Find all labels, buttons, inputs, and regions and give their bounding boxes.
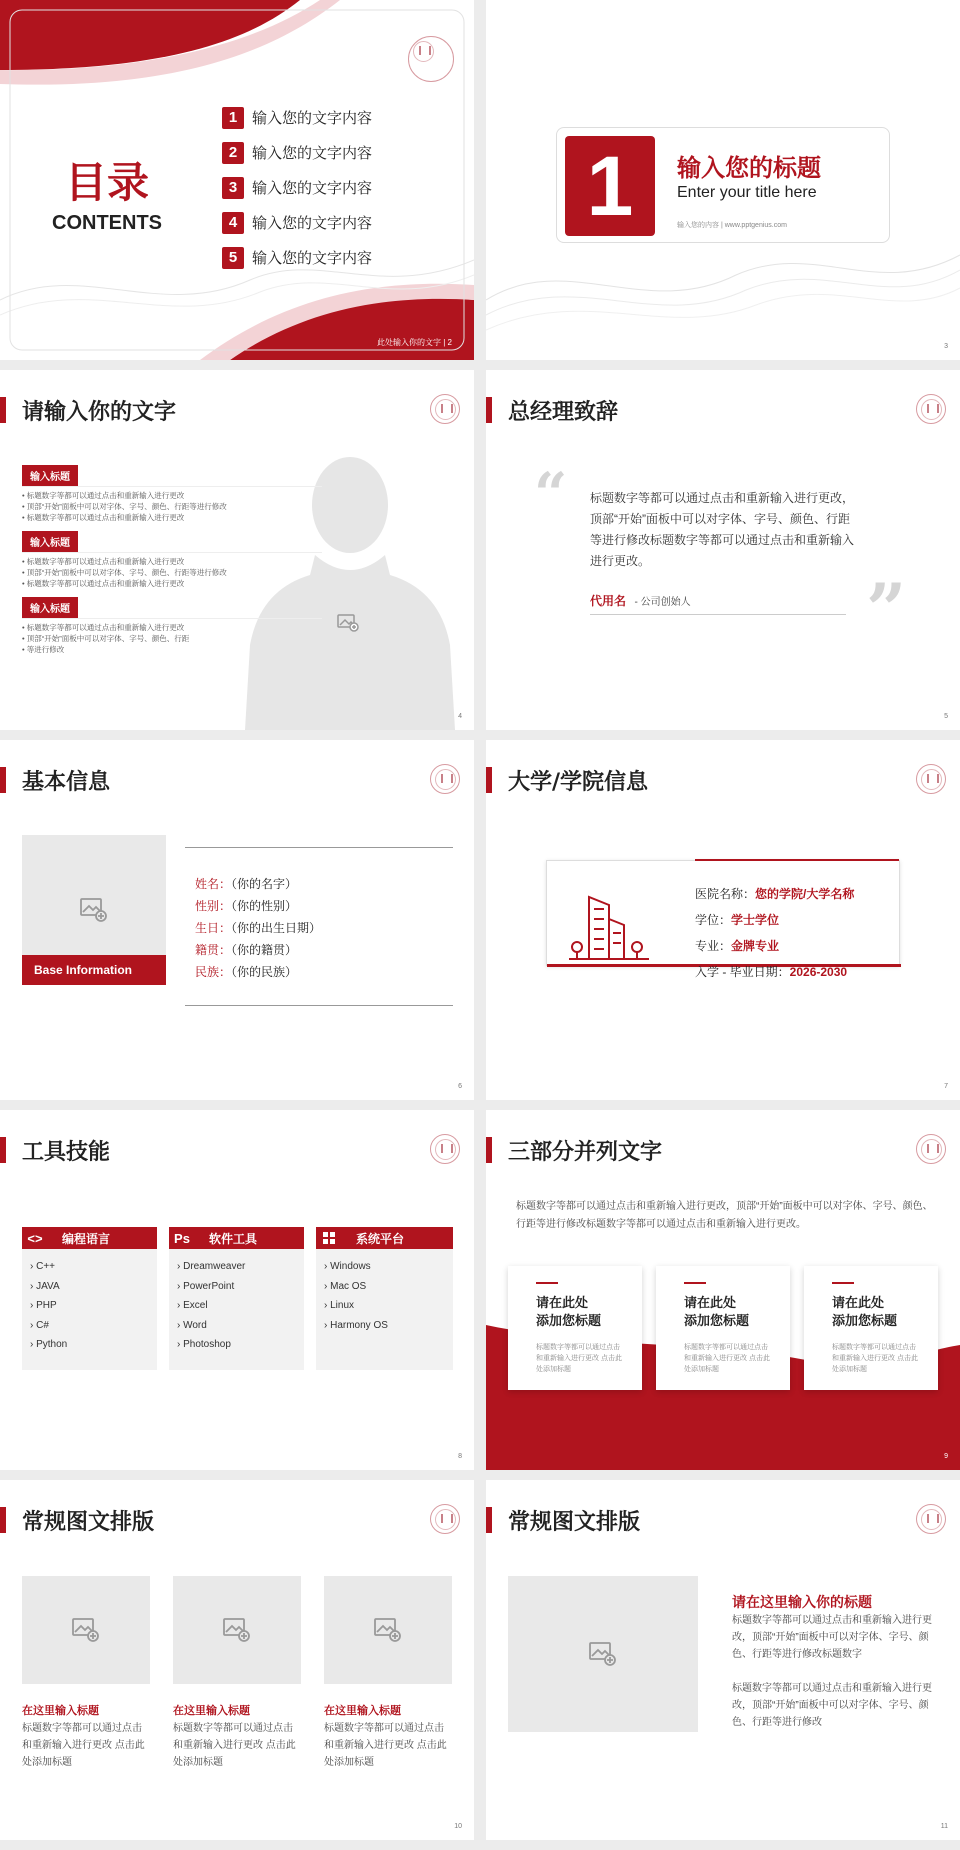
contents-item-label: 输入您的文字内容 (252, 145, 373, 162)
image-placeholder-icon (373, 1617, 403, 1643)
card-title-line: 添加您标题 (832, 1313, 898, 1328)
base-information-caption: Base Information (22, 955, 166, 985)
contents-number: 5 (222, 247, 244, 269)
photoshop-icon: Ps (174, 1230, 190, 1246)
contents-item[interactable] (222, 205, 372, 240)
skill-header-label: 系统平台 (356, 1231, 405, 1246)
skill-header-label: 编程语言 (62, 1231, 111, 1246)
section-title: 输入您的标题 (677, 154, 821, 182)
slide-title (0, 767, 110, 793)
image-text-item (22, 1702, 150, 1771)
signature-role: - 公司创始人 (634, 597, 691, 608)
detail-row (695, 959, 854, 985)
card-accent (832, 1282, 854, 1284)
contents-number: 3 (222, 177, 244, 199)
bullet-line: • 顶部“开始”面板中可以对字体、字号、颜色、行距 (22, 634, 190, 643)
skill-item: › JAVA (30, 1280, 60, 1292)
skill-item: › Mac OS (324, 1280, 367, 1292)
skill-item: › Windows (324, 1261, 371, 1272)
image-placeholder-icon (71, 1617, 101, 1643)
detail-row (695, 881, 854, 907)
bullet-line: • 标题数字等都可以通过点击和重新输入进行更改 (22, 513, 185, 522)
divider (185, 1005, 453, 1006)
contents-title (42, 150, 172, 235)
buildings-icon (569, 889, 649, 961)
contents-item-label: 输入您的文字内容 (252, 180, 373, 197)
card-body: 标题数字等都可以通过点击和重新输入进行更改 点击此处添加标题 (832, 1344, 918, 1373)
card-title-line: 添加您标题 (536, 1313, 602, 1328)
skill-header (22, 1227, 157, 1249)
section-subtitle: Enter your title here (677, 184, 817, 201)
skill-column (169, 1227, 304, 1370)
skill-item: › C++ (30, 1261, 56, 1272)
block-label: 输入标题 (22, 597, 78, 618)
content-paragraph: 标题数字等都可以通过点击和重新输入进行更改，顶部“开始”面板中可以对字体、字号、颜色、行距等进行修改标题数字 (732, 1615, 932, 1660)
part-card[interactable] (508, 1266, 642, 1390)
contents-title-en: CONTENTS (52, 212, 162, 234)
skill-column (22, 1227, 157, 1370)
page-number: 3 (944, 343, 948, 350)
contents-number: 4 (222, 212, 244, 234)
image-placeholder[interactable] (508, 1576, 698, 1732)
page-number: 5 (944, 713, 948, 720)
university-seal-icon (916, 1134, 946, 1164)
title-bar (0, 397, 6, 423)
skill-item: › Python (30, 1339, 68, 1350)
university-seal-icon (408, 36, 454, 82)
info-row (195, 873, 321, 895)
open-quote-icon: “ (534, 460, 568, 528)
contents-item-label: 输入您的文字内容 (252, 250, 373, 267)
contents-item[interactable] (222, 135, 372, 170)
skill-header (316, 1227, 453, 1249)
image-placeholder-icon (222, 1617, 252, 1643)
skill-item: › C# (30, 1319, 49, 1331)
page-number: 11 (940, 1823, 948, 1830)
bullet-line: • 等进行修改 (22, 645, 65, 654)
info-row (195, 961, 321, 983)
slide-title-text: 基本信息 (22, 769, 111, 795)
page-number: 4 (458, 713, 462, 720)
university-seal-icon (430, 1504, 460, 1534)
info-row (195, 917, 321, 939)
detail-key: 学位： (695, 913, 732, 927)
section-card (556, 127, 890, 243)
contents-footer: 此处输入你的文字 | 2 (377, 338, 452, 347)
slide-section-title[interactable] (486, 0, 960, 360)
title-bar (0, 1507, 6, 1533)
info-value: （你的名字） (231, 877, 298, 891)
card-accent (684, 1282, 706, 1284)
contents-number: 1 (222, 107, 244, 129)
slide-tools-skills[interactable] (0, 1110, 474, 1470)
slide-contents[interactable] (0, 0, 474, 360)
text-block (22, 465, 322, 523)
close-quote-icon: ” (866, 568, 907, 651)
text-blocks (22, 465, 322, 655)
detail-key: 入学 - 毕业日期： (695, 965, 790, 979)
title-bar (486, 397, 492, 423)
content-paragraph: 标题数字等都可以通过点击和重新输入进行更改，顶部“开始”面板中可以对字体、字号、颜色、行距等进行修改 (732, 1683, 932, 1728)
card-title (684, 1294, 749, 1330)
contents-item[interactable] (222, 100, 372, 135)
title-bar (486, 1507, 492, 1533)
signature-name: 代用名 (590, 594, 627, 608)
university-seal-icon (916, 394, 946, 424)
image-text-item (324, 1702, 452, 1771)
contents-item-label: 输入您的文字内容 (252, 110, 373, 127)
title-bar (0, 767, 6, 793)
image-text-item (173, 1702, 301, 1771)
part-card[interactable] (656, 1266, 790, 1390)
card-title-line: 请在此处 (536, 1295, 589, 1310)
detail-value: 金牌专业 (731, 939, 780, 953)
university-seal-icon (430, 1134, 460, 1164)
image-placeholder[interactable] (324, 1576, 452, 1684)
block-label: 输入标题 (22, 531, 78, 552)
slide-title (486, 767, 648, 793)
slide-title-text: 总经理致辞 (508, 399, 619, 425)
page-number: 9 (944, 1453, 948, 1460)
skill-header (169, 1227, 304, 1249)
item-title: 在这里输入标题 (173, 1705, 250, 1717)
block-label: 输入标题 (22, 465, 78, 486)
bullet-line: • 标题数字等都可以通过点击和重新输入进行更改 (22, 491, 185, 500)
slide-title-text: 工具技能 (22, 1139, 111, 1165)
contents-title-cn: 目录 (64, 158, 149, 207)
university-card (546, 860, 900, 979)
slide-image-text-three[interactable] (0, 1480, 474, 1840)
page-number: 8 (458, 1453, 462, 1460)
text-block (22, 597, 322, 655)
slide-university-info[interactable] (486, 740, 960, 1100)
slide-title-text: 常规图文排版 (22, 1509, 155, 1535)
info-key: 姓名： (195, 877, 232, 891)
intro-paragraph: 标题数字等都可以通过点击和重新输入进行更改，顶部“开始”面板中可以对字体、字号、颜色、行距等进行修改标题数字等都可以通过点击和重新输入进行更改。 (516, 1201, 933, 1230)
card-title-line: 请在此处 (832, 1295, 885, 1310)
bullet-line: • 顶部“开始”面板中可以对字体、字号、颜色、行距等进行修改 (22, 568, 227, 577)
detail-key: 医院名称： (695, 887, 756, 901)
item-title: 在这里输入标题 (324, 1705, 401, 1717)
skill-item: › Linux (324, 1300, 355, 1311)
slide-three-parts[interactable] (486, 1110, 960, 1470)
divider (185, 847, 453, 848)
skill-item: › PHP (30, 1300, 57, 1311)
skill-item: › Excel (177, 1300, 208, 1311)
slide-title-text: 大学/学院信息 (508, 769, 649, 795)
section-number: 1 (565, 136, 655, 236)
detail-value: 您的学院/大学名称 (755, 887, 855, 901)
skill-item: › Photoshop (177, 1339, 231, 1350)
info-key: 生日： (195, 921, 232, 935)
card-title-line: 请在此处 (684, 1295, 737, 1310)
info-value: （你的出生日期） (231, 921, 322, 935)
card-title (832, 1294, 897, 1330)
slide-title-text: 三部分并列文字 (508, 1139, 663, 1165)
speech-signature (590, 592, 846, 615)
detail-key: 专业： (695, 939, 732, 953)
item-body: 标题数字等都可以通过点击和重新输入进行更改 点击此处添加标题 (22, 1723, 145, 1768)
info-row (195, 939, 321, 961)
skill-item: › PowerPoint (177, 1280, 235, 1292)
section-note: 输入您的内容 | www.pptgenius.com (677, 222, 787, 229)
bullet-line: • 标题数字等都可以通过点击和重新输入进行更改 (22, 579, 185, 588)
card-accent (695, 859, 899, 861)
slide-title (0, 1137, 110, 1163)
info-value: （你的民族） (231, 965, 298, 979)
title-bar (486, 1137, 492, 1163)
bullet-line: • 标题数字等都可以通过点击和重新输入进行更改 (22, 557, 185, 566)
info-row (195, 895, 321, 917)
skill-item: › Harmony OS (324, 1319, 388, 1331)
university-seal-icon (916, 1504, 946, 1534)
item-body: 标题数字等都可以通过点击和重新输入进行更改 点击此处添加标题 (173, 1723, 296, 1768)
skill-column (316, 1227, 453, 1370)
item-body: 标题数字等都可以通过点击和重新输入进行更改 点击此处添加标题 (324, 1723, 447, 1768)
slide-basic-info[interactable] (0, 740, 474, 1100)
code-icon: <> (27, 1230, 43, 1246)
bullet-line: • 顶部“开始”面板中可以对字体、字号、颜色、行距等进行修改 (22, 502, 227, 511)
university-seal-icon (430, 394, 460, 424)
slide-title (0, 397, 176, 423)
detail-value: 2026-2030 (789, 965, 848, 979)
slide-gm-speech[interactable] (486, 370, 960, 730)
image-placeholder[interactable] (173, 1576, 301, 1684)
speech-paragraph: 标题数字等都可以通过点击和重新输入进行更改，顶部“开始”面板中可以对字体、字号、颜色、行距等进行修改标题数字等都可以通过点击和重新输入进行更改。 (590, 491, 855, 568)
image-placeholder-icon (79, 897, 109, 923)
contents-item-label: 输入您的文字内容 (252, 215, 373, 232)
info-list (195, 873, 321, 983)
windows-icon (316, 1232, 342, 1244)
skill-header-label: 软件工具 (209, 1231, 258, 1246)
skill-item: › Dreamweaver (177, 1261, 246, 1272)
university-seal-icon (916, 764, 946, 794)
contents-list (222, 100, 372, 275)
title-bar (0, 1137, 6, 1163)
image-placeholder[interactable] (22, 1576, 150, 1684)
card-body: 标题数字等都可以通过点击和重新输入进行更改 点击此处添加标题 (684, 1344, 770, 1373)
card-body: 标题数字等都可以通过点击和重新输入进行更改 点击此处添加标题 (536, 1344, 622, 1373)
title-bar (486, 767, 492, 793)
slide-title (486, 1137, 662, 1163)
slide-title-text: 常规图文排版 (508, 1509, 641, 1535)
part-card[interactable] (804, 1266, 938, 1390)
info-key: 籍贯： (195, 943, 232, 957)
detail-row (695, 933, 854, 959)
slide-title (0, 1507, 154, 1533)
page-number: 7 (944, 1083, 948, 1090)
card-accent (536, 1282, 558, 1284)
page-number: 6 (458, 1083, 462, 1090)
contents-item[interactable] (222, 240, 372, 275)
university-details (695, 881, 854, 985)
item-title: 在这里输入标题 (22, 1705, 99, 1717)
image-placeholder-icon (588, 1641, 618, 1667)
info-key: 性别： (195, 899, 232, 913)
info-value: （你的性别） (231, 899, 298, 913)
content-heading: 请在这里输入你的标题 (732, 1594, 872, 1610)
contents-item[interactable] (222, 170, 372, 205)
slide-title-text: 请输入你的文字 (22, 399, 177, 425)
slide-title (486, 397, 618, 423)
text-block (22, 531, 322, 589)
info-key: 民族： (195, 965, 232, 979)
contents-number: 2 (222, 142, 244, 164)
page-number: 10 (454, 1823, 462, 1830)
slide-image-text-single[interactable] (486, 1480, 960, 1840)
slide-title (486, 1507, 640, 1533)
bullet-line: • 标题数字等都可以通过点击和重新输入进行更改 (22, 623, 185, 632)
card-title-line: 添加您标题 (684, 1313, 750, 1328)
detail-value: 学士学位 (731, 913, 780, 927)
detail-row (695, 907, 854, 933)
slide-text-person[interactable] (0, 370, 474, 730)
card-title (536, 1294, 601, 1330)
university-seal-icon (430, 764, 460, 794)
skill-item: › Word (177, 1319, 207, 1331)
info-value: （你的籍贯） (231, 943, 298, 957)
